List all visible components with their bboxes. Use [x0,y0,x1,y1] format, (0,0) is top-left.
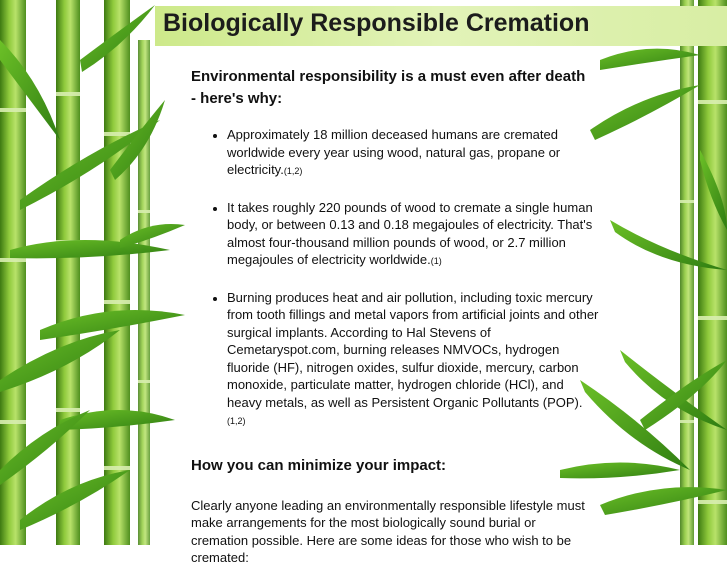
reasons-list [191,126,621,431]
reason-text: Burning produces heat and air pollution, including toxic mercury from tooth fillings and metal vapors from artificial joints and other surgical implants. According to Hal Stevens of Cemetaryspot.com, burning releases NMVOCs, hydrogen fluoride (HF), nitrogen oxides, sulfur dioxide, mercury, carbon monoxide, particulate matter, hydrogen chloride (HCl), and heavy metals, as well as Persistent Organic Pollutants (POP). [227,289,599,410]
list-item [227,289,599,431]
page-title: Biologically Responsible Cremation [163,9,590,37]
intro-paragraph: Clearly anyone leading an environmentally responsible lifestyle must make arrangements for the most biologically sound burial or cremation possible. Here are some ideas for those who wish to be cremated: [191,497,585,565]
reason-text: It takes roughly 220 pounds of wood to cremate a single human body, or between 0.13 and 0.18 megajoules of electricity. That's almost four-thousand million pounds of wood, or 2.7 million megajoules of electricity worldwide. [227,199,593,267]
main-content [191,66,621,567]
heading-how: How you can minimize your impact: [191,456,447,474]
list-item [227,199,599,271]
reason-text: Approximately 18 million deceased humans are cremated worldwide every year using wood, natural gas, propane or electricity. [227,127,561,177]
reason-ref: (1) [430,256,442,266]
heading-why: Environmental responsibility is a must even after death - here's why: [191,68,586,107]
reason-ref: (1,2) [227,416,246,426]
list-item [227,126,599,181]
reason-ref: (1,2) [283,166,303,176]
bamboo-left-group [0,0,185,545]
